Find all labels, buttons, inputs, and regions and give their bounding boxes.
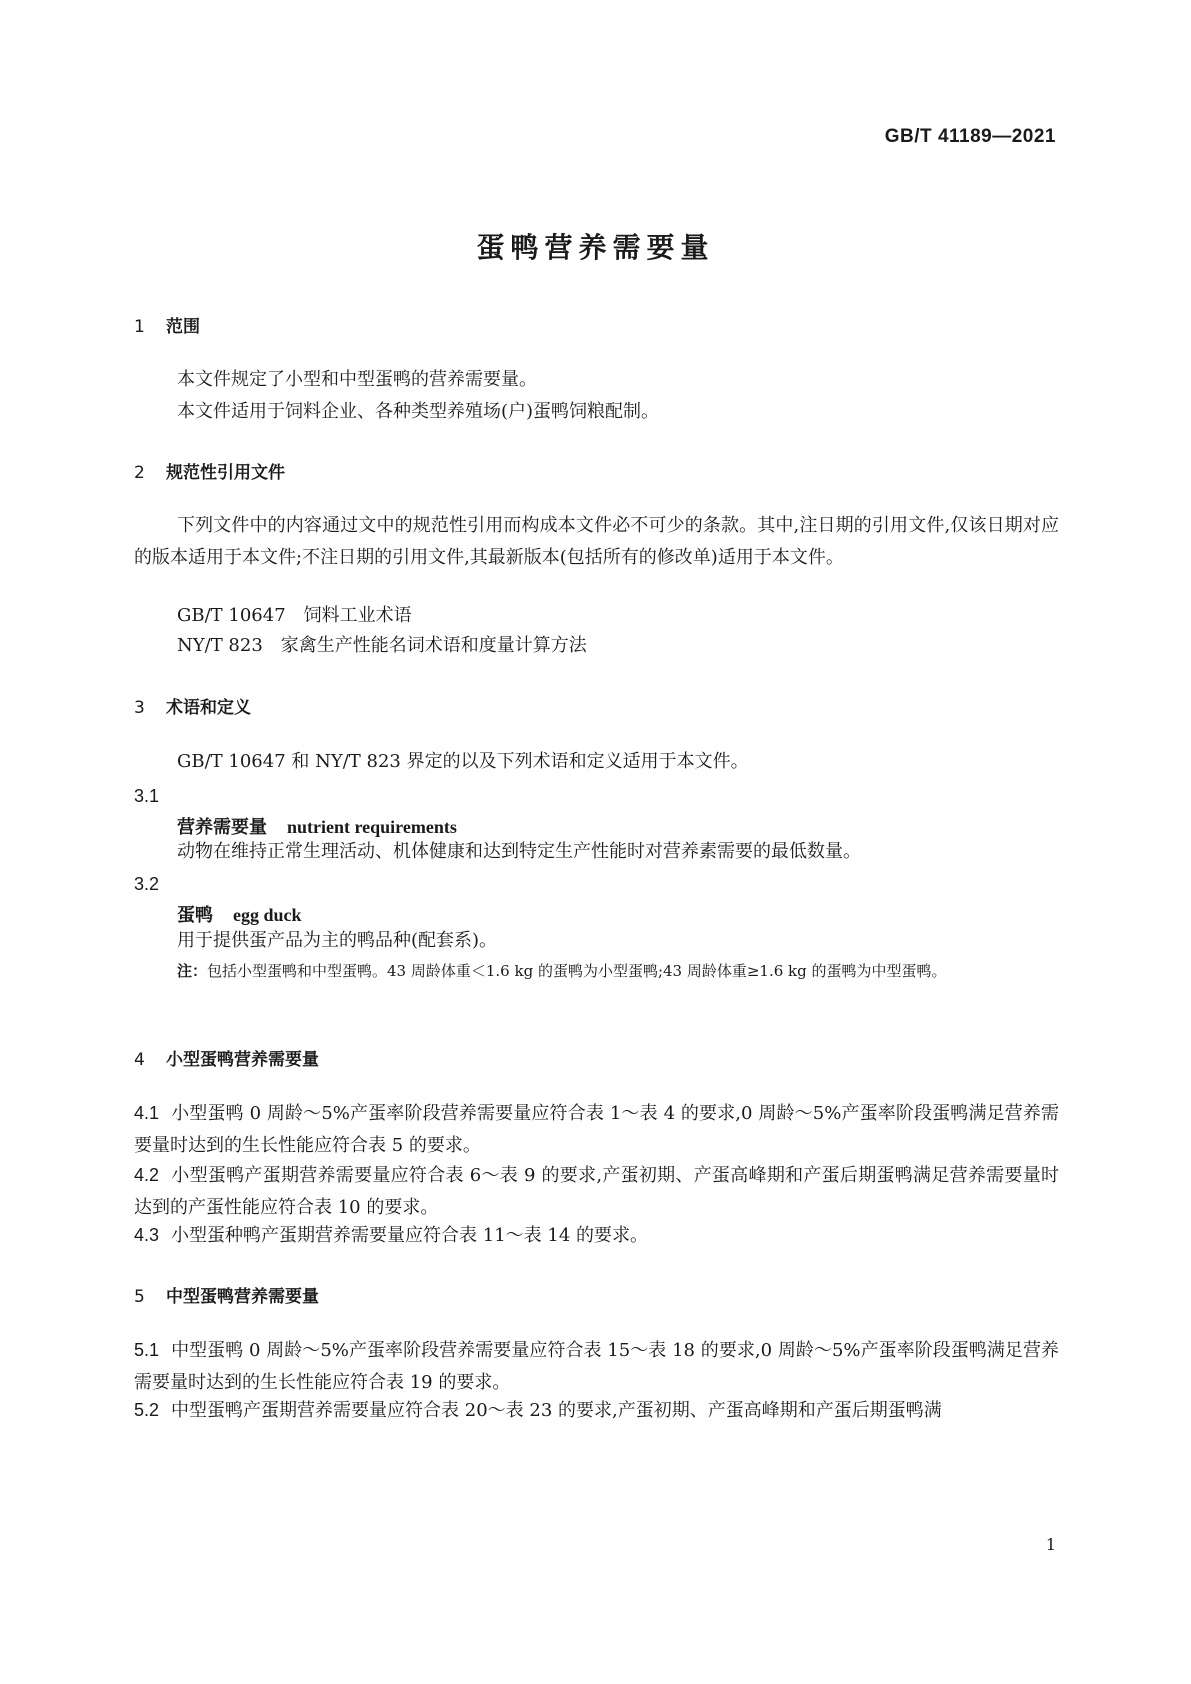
section-title: 术语和定义 [166, 698, 251, 718]
reference-1: GB/T 10647 饲料工业术语 [177, 605, 412, 626]
section-1-para-2: 本文件适用于饲料企业、各种类型养殖场(户)蛋鸭饲粮配制。 [177, 401, 660, 422]
clause-4-1 [134, 1097, 1059, 1162]
section-title: 中型蛋鸭营养需要量 [166, 1287, 319, 1307]
section-number: 2 [134, 463, 145, 483]
clause-number: 4.2 [134, 1165, 160, 1185]
section-4-heading [134, 1045, 319, 1070]
term-2-number: 3.2 [134, 874, 160, 894]
term-1-definition: 动物在维持正常生理活动、机体健康和达到特定生产性能时对营养素需要的最低数量。 [177, 841, 861, 862]
section-number: 1 [134, 317, 145, 337]
clause-text: 中型蛋鸭产蛋期营养需要量应符合表 20～表 23 的要求,产蛋初期、产蛋高峰期和产蛋后期蛋鸭满 [171, 1400, 942, 1421]
term-2-chinese: 蛋鸭 [177, 905, 213, 926]
page-number: 1 [1045, 1535, 1056, 1554]
term-1-number: 3.1 [134, 786, 160, 806]
section-title: 规范性引用文件 [166, 463, 285, 483]
section-number: 5 [134, 1287, 145, 1307]
clause-5-2 [134, 1394, 1059, 1427]
reference-2: NY/T 823 家禽生产性能名词术语和度量计算方法 [177, 635, 587, 656]
section-number: 4 [134, 1050, 145, 1070]
clause-number: 4.3 [134, 1225, 160, 1245]
section-1-heading [134, 312, 200, 337]
clause-text: 中型蛋鸭 0 周龄～5%产蛋率阶段营养需要量应符合表 15～表 18 的要求,0 周龄～5%产蛋率阶段蛋鸭满足营养需要量时达到的生长性能应符合表 19 的要求。 [134, 1340, 1059, 1393]
term-1-english: nutrient requirements [287, 817, 457, 837]
clause-5-1 [134, 1334, 1059, 1399]
section-3-para-1: GB/T 10647 和 NY/T 823 界定的以及下列术语和定义适用于本文件。 [177, 751, 749, 772]
clause-4-2 [134, 1159, 1059, 1224]
section-5-heading [134, 1282, 319, 1307]
standard-number: GB/T 41189—2021 [884, 126, 1056, 147]
clause-text: 小型蛋鸭 0 周龄～5%产蛋率阶段营养需要量应符合表 1～表 4 的要求,0 周龄～5%产蛋率阶段蛋鸭满足营养需要量时达到的生长性能应符合表 5 的要求。 [134, 1103, 1059, 1156]
section-1-para-1: 本文件规定了小型和中型蛋鸭的营养需要量。 [177, 369, 537, 390]
clause-number: 5.2 [134, 1400, 160, 1420]
note-text: 包括小型蛋鸭和中型蛋鸭。43 周龄体重＜1.6 kg 的蛋鸭为小型蛋鸭;43 周龄体重≥1.6 kg 的蛋鸭为中型蛋鸭。 [207, 962, 947, 980]
section-title: 小型蛋鸭营养需要量 [166, 1050, 319, 1070]
document-title: 蛋鸭营养需要量 [476, 231, 715, 264]
section-2-heading [134, 458, 285, 483]
term-2-note [177, 958, 1059, 985]
term-2-english: egg duck [233, 905, 302, 925]
term-2-definition: 用于提供蛋产品为主的鸭品种(配套系)。 [177, 930, 498, 951]
note-label: 注： [177, 962, 208, 980]
clause-number: 4.1 [134, 1103, 160, 1123]
clause-text: 小型蛋鸭产蛋期营养需要量应符合表 6～表 9 的要求,产蛋初期、产蛋高峰期和产蛋后期蛋鸭满足营养需要量时达到的产蛋性能应符合表 10 的要求。 [134, 1165, 1059, 1218]
clause-text: 小型蛋种鸭产蛋期营养需要量应符合表 11～表 14 的要求。 [171, 1225, 649, 1246]
clause-4-3 [134, 1219, 1059, 1252]
section-number: 3 [134, 698, 145, 718]
section-3-heading [134, 693, 251, 718]
clause-number: 5.1 [134, 1340, 160, 1360]
section-2-para-1: 下列文件中的内容通过文中的规范性引用而构成本文件必不可少的条款。其中,注日期的引用文件,仅该日期对应的版本适用于本文件;不注日期的引用文件,其最新版本(包括所有的修改单)适用于本文件。 [134, 515, 1059, 568]
section-title: 范围 [166, 317, 200, 337]
term-1-chinese: 营养需要量 [177, 817, 267, 838]
term-2-heading [177, 901, 302, 927]
